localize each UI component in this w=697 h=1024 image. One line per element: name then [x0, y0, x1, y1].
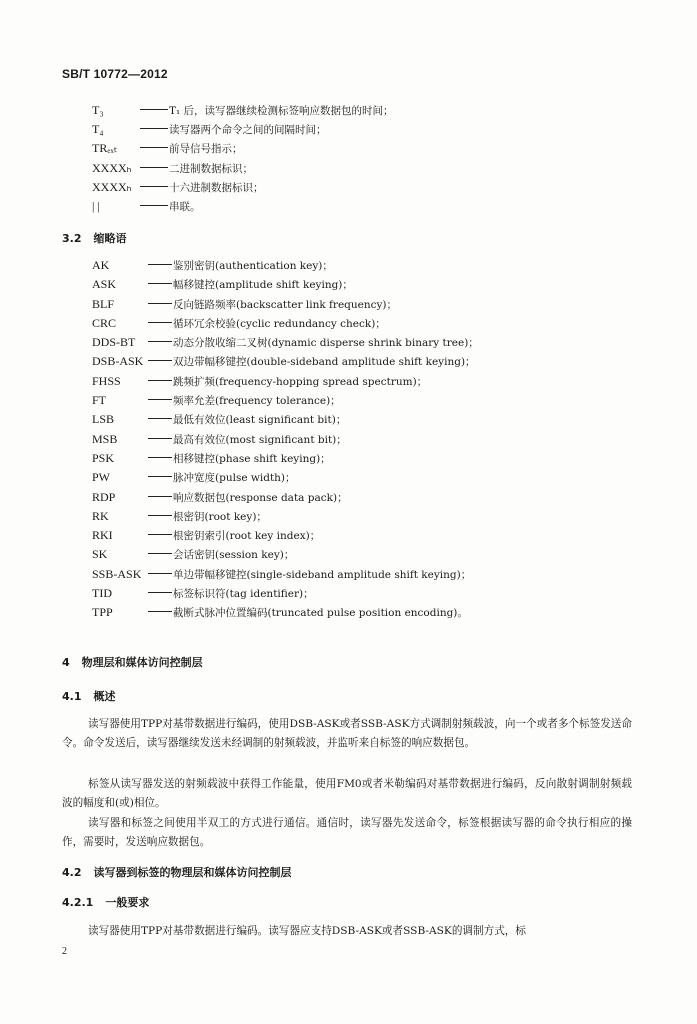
list-item: [92, 101, 394, 120]
abbreviation-term: ASK: [92, 277, 117, 292]
list-item: [92, 468, 479, 487]
abbreviation-description: 脉冲宽度(pulse width)；: [173, 472, 296, 485]
list-item: [92, 275, 479, 294]
abbreviation-term: PSK: [92, 450, 115, 465]
section-heading-4-2-1: [62, 894, 149, 910]
dash-separator: [148, 515, 172, 516]
list-item: [92, 178, 394, 197]
section-heading-4-2: [62, 864, 292, 880]
abbreviation-description: 根密钥(root key)；: [173, 510, 267, 523]
list-item: [92, 545, 479, 564]
abbreviation-description: 反向链路频率(backscatter link frequency)；: [173, 298, 398, 311]
section-heading-3-2: [62, 230, 127, 246]
abbreviation-term: MSB: [92, 431, 118, 446]
symbol-term: XXXXₕ: [92, 160, 132, 175]
abbreviation-term: CRC: [92, 315, 117, 330]
abbreviation-term: RDP: [92, 489, 116, 504]
dash-separator: [148, 322, 172, 323]
abbreviation-description: 响应数据包(response data pack)；: [173, 491, 348, 504]
abbreviation-term: RKI: [92, 528, 113, 543]
dash-separator: [140, 186, 168, 187]
abbreviation-description: 频率允差(frequency tolerance)；: [173, 395, 341, 408]
list-item: [92, 159, 394, 178]
abbreviation-term: DSB-ASK: [92, 354, 144, 369]
abbreviation-term: FT: [92, 393, 107, 408]
section-number: 3.2: [62, 232, 82, 245]
list-item: [92, 410, 479, 429]
section-heading-4: [62, 654, 203, 670]
symbol-description: 读写器两个命令之间的间隔时间；: [169, 124, 327, 137]
dash-separator: [148, 399, 172, 400]
abbreviation-description: 标签标识符(tag identifier)；: [173, 588, 314, 601]
abbreviation-description: 单边带幅移键控(single-sideband amplitude shift keying)；: [173, 568, 472, 581]
symbol-description: 串联。: [169, 200, 201, 213]
dash-separator: [148, 283, 172, 284]
section-number: 4: [62, 656, 70, 669]
list-item: [92, 333, 479, 352]
section-number: 4.2.1: [62, 896, 94, 909]
section-title: 一般要求: [105, 896, 150, 909]
list-item: [92, 565, 479, 584]
abbreviation-description: 幅移键控(amplitude shift keying)；: [173, 279, 353, 292]
abbreviation-term: TID: [92, 586, 112, 601]
section-title: 概述: [93, 690, 116, 703]
symbol-description: 二进制数据标识；: [169, 162, 253, 175]
dash-separator: [148, 303, 172, 304]
body-paragraph: 读写器和标签之间使用半双工的方式进行通信。通信时，读写器先发送命令，标签根据读写器的命令执行相应的操作，需要时，发送响应数据包。: [62, 817, 632, 848]
section-title: 读写器到标签的物理层和媒体访问控制层: [93, 866, 292, 879]
abbreviation-description: 鉴别密钥(authentication key)；: [173, 260, 333, 272]
list-item: [92, 584, 479, 603]
list-item: [92, 430, 479, 449]
list-item: [92, 256, 479, 275]
body-paragraph: 标签从读写器发送的射频载波中获得工作能量，使用FM0或者米勒编码对基带数据进行编码，反向散射调制射频载波的幅度和(或)相位。: [62, 778, 632, 809]
abbreviation-term: SK: [92, 547, 108, 562]
list-item: [92, 197, 394, 216]
document-id-header: SB/T 10772—2012: [62, 67, 168, 81]
symbol-term: T₄: [92, 122, 104, 137]
list-item: [92, 449, 479, 468]
abbreviation-term: AK: [92, 258, 110, 272]
abbreviation-description: 会话密钥(session key)；: [173, 549, 295, 562]
symbol-description: 前导信号指示；: [169, 143, 243, 156]
symbol-term: TRₑₓₜ: [92, 141, 118, 156]
list-item: [92, 507, 479, 526]
section-heading-4-1: [62, 688, 116, 704]
body-paragraph: 读写器使用TPP对基带数据进行编码，使用DSB-ASK或者SSB-ASK方式调制射频载波，向一个或者多个标签发送命令。命令发送后，读写器继续发送未经调制的射频载波，并监听来自标签的响应数据包。: [62, 718, 632, 749]
list-item: [92, 372, 479, 391]
abbreviation-description: 截断式脉冲位置编码(truncated pulse position encoding)。: [173, 607, 468, 620]
abbreviation-description: 双边带幅移键控(double-sideband amplitude shift keying)；: [173, 356, 476, 369]
dash-separator: [148, 341, 172, 342]
abbreviation-term: DDS-BT: [92, 335, 136, 350]
abbreviation-description: 最低有效位(least significant bit)；: [173, 414, 347, 427]
dash-separator: [140, 128, 168, 129]
list-item: [92, 603, 479, 622]
list-item: [92, 120, 394, 139]
page-number: 2: [62, 946, 67, 957]
dash-separator: [148, 553, 172, 554]
list-item: [92, 295, 479, 314]
dash-separator: [140, 109, 168, 110]
list-item: [92, 139, 394, 158]
section-number: 4.1: [62, 690, 82, 703]
abbreviation-term: RK: [92, 508, 109, 523]
dash-separator: [140, 205, 168, 206]
list-item: [92, 488, 479, 507]
symbol-term: T₃: [92, 103, 104, 117]
dash-separator: [140, 147, 168, 148]
abbreviation-description: 最高有效位(most significant bit)；: [173, 433, 347, 446]
abbreviation-description: 动态分散收缩二叉树(dynamic disperse shrink binary tree)；: [173, 337, 479, 350]
abbreviation-description: 根密钥索引(root key index)；: [173, 530, 321, 543]
dash-separator: [148, 476, 172, 477]
dash-separator: [148, 592, 172, 593]
abbreviation-description: 相移键控(phase shift keying)；: [173, 452, 331, 465]
dash-separator: [148, 534, 172, 535]
abbreviation-description: 循环冗余校验(cyclic redundancy check)；: [173, 317, 386, 330]
symbol-term: | |: [92, 198, 100, 213]
dash-separator: [148, 611, 172, 612]
abbreviation-term: BLF: [92, 296, 115, 311]
dash-separator: [148, 264, 172, 265]
abbreviation-term: LSB: [92, 412, 115, 427]
abbreviation-term: PW: [92, 470, 110, 485]
dash-separator: [148, 457, 172, 458]
abbreviation-term: SSB-ASK: [92, 566, 142, 581]
dash-separator: [140, 167, 168, 168]
list-item: [92, 352, 479, 371]
symbol-description: 十六进制数据标识；: [169, 181, 264, 194]
abbreviation-term: TPP: [92, 605, 113, 620]
abbreviation-description: 跳频扩频(frequency-hopping spread spectrum)；: [173, 375, 428, 388]
dash-separator: [148, 360, 172, 361]
dash-separator: [148, 573, 172, 574]
section-title: 物理层和媒体访问控制层: [81, 656, 203, 669]
abbreviation-term: FHSS: [92, 373, 121, 388]
section-title: 缩略语: [93, 232, 127, 245]
dash-separator: [148, 380, 172, 381]
dash-separator: [148, 438, 172, 439]
symbol-description: T₁ 后，读写器继续检测标签响应数据包的时间；: [169, 105, 394, 117]
list-item: [92, 391, 479, 410]
list-item: [92, 526, 479, 545]
list-item: [92, 314, 479, 333]
symbol-term: XXXXₕ: [92, 179, 132, 194]
dash-separator: [148, 496, 172, 497]
body-paragraph: 读写器使用TPP对基带数据进行编码。读写器应支持DSB-ASK或者SSB-ASK的调制方式，标: [88, 925, 526, 937]
section-number: 4.2: [62, 866, 82, 879]
abbreviation-list: [92, 256, 479, 623]
symbol-list: [92, 101, 394, 216]
dash-separator: [148, 418, 172, 419]
